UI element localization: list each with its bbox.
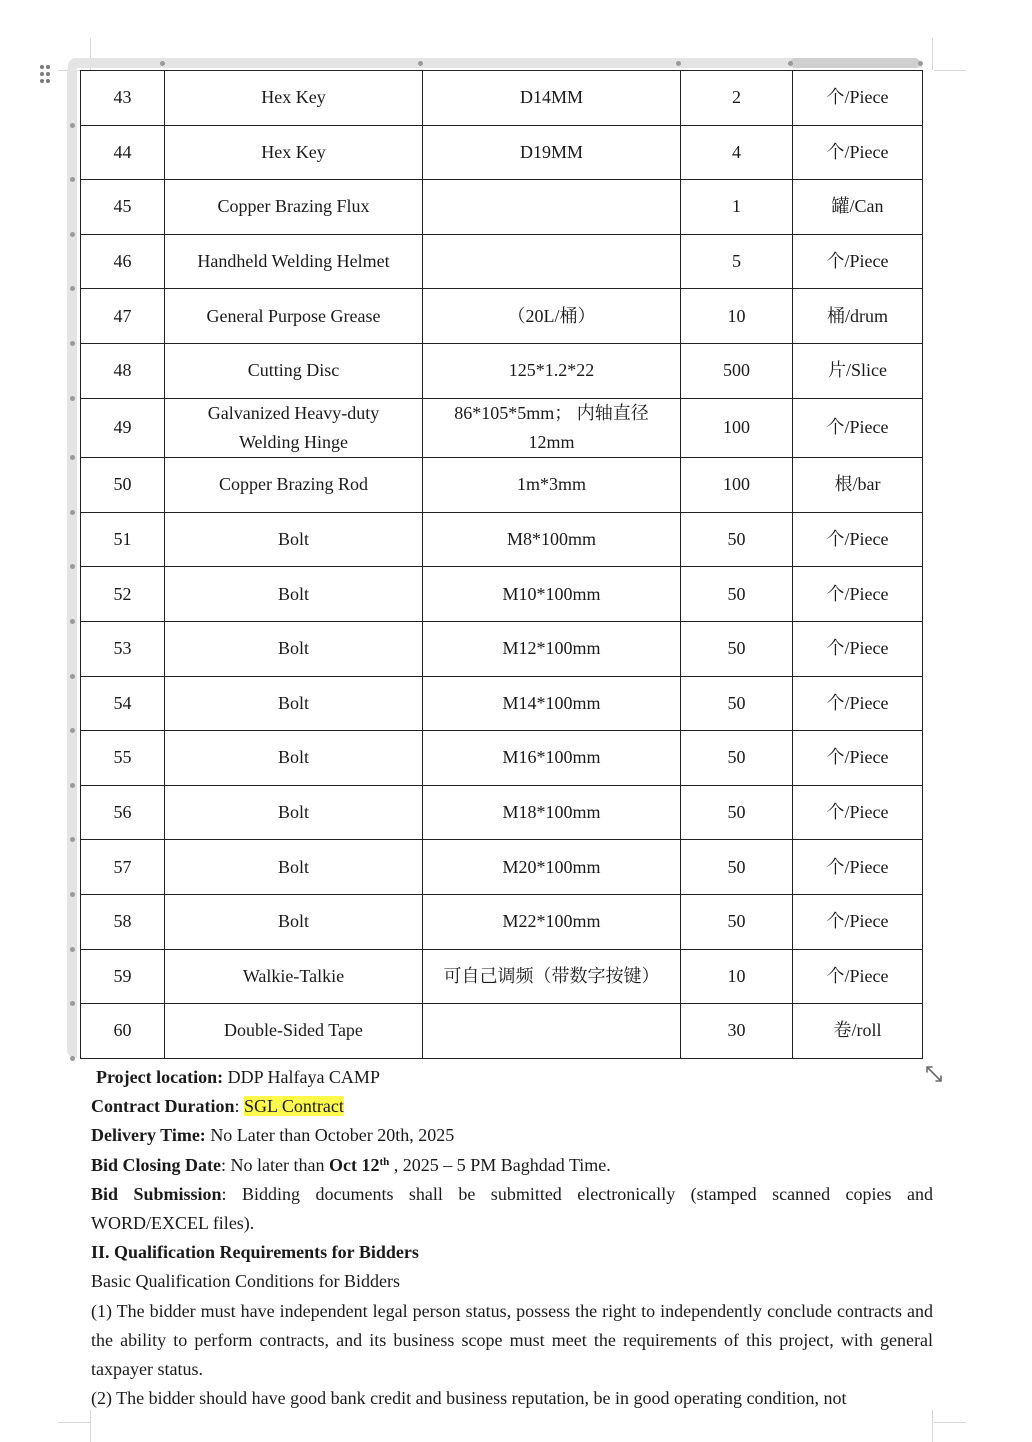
cell-number[interactable] [81,621,165,676]
cell-number-text: 43 [113,87,132,108]
cell-item-name-text: Handheld Welding Helmet [197,251,390,272]
cell-specification[interactable] [423,949,681,1004]
cell-item-name-text: Bolt [277,583,309,604]
delivery-time-line [91,1121,933,1150]
cell-unit-text: 罐/Can [831,196,884,217]
cell-unit-text: 个/Piece [826,87,889,108]
cell-item-name-text: Copper Brazing Rod [219,474,368,495]
cell-number[interactable] [81,343,165,398]
cell-quantity-text: 50 [727,583,746,604]
cell-quantity[interactable] [681,398,793,458]
table-row [81,567,923,622]
cell-unit-text: 个/Piece [826,802,889,823]
column-boundary-handle[interactable] [676,61,681,66]
cell-quantity[interactable] [681,289,793,344]
row-boundary-handle[interactable] [70,1056,75,1061]
table-row [81,125,923,180]
cell-quantity[interactable] [681,1004,793,1059]
cell-number-text: 44 [113,141,132,162]
cell-specification-text: M8*100mm [506,529,596,550]
cell-number-text: 51 [113,529,132,550]
cell-number[interactable] [81,676,165,731]
cell-specification[interactable] [423,894,681,949]
cell-number-text: 60 [113,1020,132,1041]
cell-specification-text: M12*100mm [502,638,601,659]
crop-mark-top-right [932,38,933,70]
cell-item-name-text: Bolt [277,911,309,932]
column-selection-highlight [790,58,920,68]
cell-quantity[interactable] [681,458,793,513]
cell-quantity[interactable] [681,676,793,731]
cell-number[interactable] [81,512,165,567]
cell-item-name-text: Bolt [277,692,309,713]
cell-number-text: 57 [113,856,132,877]
delivery-label: Delivery Time: [91,1125,206,1146]
cell-number-text: 46 [113,251,132,272]
table-row [81,676,923,731]
cell-quantity[interactable] [681,949,793,1004]
cell-unit[interactable] [793,71,923,126]
cell-item-name[interactable] [165,894,423,949]
cell-item-name-text: Double-Sided Tape [224,1020,363,1041]
cell-number[interactable] [81,125,165,180]
cell-number-text: 53 [113,638,132,659]
cell-quantity-text: 1 [732,196,741,217]
cell-quantity-text: 100 [723,417,750,438]
cell-unit-text: 个/Piece [826,529,889,550]
row-boundary-handle[interactable] [70,396,75,401]
cell-number[interactable] [81,180,165,235]
cell-quantity-text: 50 [727,911,746,932]
crop-mark-bottom-right [932,1410,933,1442]
cell-quantity[interactable] [681,840,793,895]
cell-quantity[interactable] [681,71,793,126]
closing-date: Oct 12 [329,1154,380,1175]
cell-item-name[interactable] [165,512,423,567]
cell-quantity-text: 500 [723,360,750,381]
cell-specification-text: 86*105*5mm； 内轴直径 [454,402,649,423]
section-subheading: Basic Qualification Conditions for Bidders [91,1271,400,1292]
cell-number-text: 49 [113,417,132,438]
cell-unit[interactable] [793,676,923,731]
cell-number[interactable] [81,234,165,289]
cell-quantity[interactable] [681,567,793,622]
cell-number[interactable] [81,398,165,458]
cell-specification-text: 1m*3mm [516,474,586,495]
row-boundary-handle[interactable] [70,232,75,237]
cell-number[interactable] [81,567,165,622]
section-heading-text: II. Qualification Requirements for Bidders [91,1242,419,1263]
cell-number[interactable] [81,785,165,840]
cell-quantity[interactable] [681,731,793,786]
cell-quantity-text: 50 [727,802,746,823]
cell-unit-text: 个/Piece [826,965,889,986]
cell-unit[interactable] [793,398,923,458]
section-heading [91,1238,933,1267]
cell-item-name-text: Hex Key [261,141,326,162]
cell-specification[interactable] [423,512,681,567]
cell-item-name-text: Bolt [277,747,309,768]
bid-submission-paragraph [91,1180,933,1238]
cell-item-name[interactable] [165,343,423,398]
cell-quantity[interactable] [681,785,793,840]
table-row [81,621,923,676]
cell-number[interactable] [81,949,165,1004]
table-column-bar[interactable] [68,58,922,68]
cell-unit-text: 个/Piece [826,251,889,272]
cell-specification-text: （20L/桶） [507,305,596,326]
cell-number-text: 56 [113,802,132,823]
cell-specification[interactable] [423,785,681,840]
cell-specification[interactable] [423,676,681,731]
cell-specification[interactable] [423,621,681,676]
cell-specification-text: M16*100mm [502,747,601,768]
cell-item-name-text: Cutting Disc [247,360,340,381]
cell-quantity-text: 30 [727,1020,746,1041]
cell-unit[interactable] [793,512,923,567]
closing-label: Bid Closing Date [91,1154,222,1175]
table-row [81,512,923,567]
table-row [81,180,923,235]
table-row [81,731,923,786]
column-boundary-handle[interactable] [160,61,165,66]
cell-item-name[interactable] [165,125,423,180]
table-row [81,894,923,949]
cell-quantity-text: 2 [732,87,741,108]
cell-unit-text: 卷/roll [833,1020,882,1041]
cell-quantity[interactable] [681,621,793,676]
cell-specification-text: M22*100mm [502,911,601,932]
cell-unit-text: 个/Piece [826,911,889,932]
cell-specification-text: M18*100mm [502,802,601,823]
cell-specification[interactable] [423,289,681,344]
cell-unit[interactable] [793,289,923,344]
table-drag-handle-icon[interactable] [38,64,52,84]
location-value: DDP Halfaya CAMP [223,1067,380,1087]
duration-value-highlighted: SGL Contract [244,1096,344,1117]
cell-number-text: 55 [113,747,132,768]
cell-unit[interactable] [793,567,923,622]
column-boundary-handle[interactable] [918,61,923,66]
cell-item-name[interactable] [165,840,423,895]
cell-item-name-text: Welding Hinge [238,431,349,452]
row-boundary-handle[interactable] [70,123,75,128]
row-boundary-handle[interactable] [70,783,75,788]
cell-specification-text: 12mm [528,431,575,452]
cell-unit-text: 片/Slice [828,360,887,381]
cell-number-text: 45 [113,196,132,217]
cell-specification[interactable] [423,840,681,895]
table-row [81,343,923,398]
cell-unit[interactable] [793,840,923,895]
cell-quantity-text: 50 [727,529,746,550]
table-row [81,1004,923,1059]
row-boundary-handle[interactable] [70,510,75,515]
column-boundary-handle[interactable] [418,61,423,66]
cell-unit[interactable] [793,343,923,398]
cell-unit[interactable] [793,1004,923,1059]
cell-number-text: 59 [113,965,132,986]
cell-number-text: 50 [113,474,132,495]
cell-unit-text: 根/bar [834,474,881,495]
requirement-item-1: (1) The bidder must have independent legal person status, possess the right to independently conclude contracts and the ability to perform contracts, and its business scope must meet the requirements of this project, with general taxpayer status. [91,1300,933,1380]
submission-label: Bid Submission [91,1183,222,1204]
column-boundary-handle[interactable] [788,61,793,66]
crop-mark-bottom-left-h [58,1422,90,1423]
contract-duration-line [91,1092,933,1121]
cell-unit-text: 个/Piece [826,747,889,768]
cell-number[interactable] [81,894,165,949]
cell-specification[interactable] [423,1004,681,1059]
cell-item-name-text: Bolt [277,802,309,823]
cell-item-name-text: Bolt [277,856,309,877]
row-boundary-handle[interactable] [70,341,75,346]
cell-unit-text: 个/Piece [826,638,889,659]
cell-quantity[interactable] [681,894,793,949]
cell-quantity[interactable] [681,234,793,289]
requirement-item-2: (2) The bidder should have good bank credit and business reputation, be in good operating condition, not [91,1388,847,1409]
cell-number-text: 58 [113,911,132,932]
cell-number-text: 47 [113,305,132,326]
cell-number[interactable] [81,289,165,344]
cell-specification[interactable] [423,234,681,289]
cell-item-name[interactable] [165,621,423,676]
cell-item-name[interactable] [165,71,423,126]
cell-item-name[interactable] [165,1004,423,1059]
bid-closing-line [91,1151,933,1180]
delivery-value: No Later than October 20th, 2025 [205,1125,455,1146]
table-row-bar[interactable] [67,64,77,1058]
cell-specification-text: 可自己调频（带数字按键） [443,965,660,986]
closing-date-suffix: th [379,1155,390,1168]
cell-number[interactable] [81,731,165,786]
row-boundary-handle[interactable] [70,674,75,679]
cell-quantity[interactable] [681,512,793,567]
cell-unit[interactable] [793,458,923,513]
cell-number-text: 54 [113,692,132,713]
cell-quantity-text: 50 [727,856,746,877]
cell-quantity[interactable] [681,343,793,398]
cell-unit-text: 个/Piece [826,692,889,713]
cell-item-name-text: Galvanized Heavy-duty [207,402,380,423]
items-table [80,70,923,1059]
project-location-line [91,1063,933,1092]
table-row [81,785,923,840]
cell-quantity-text: 10 [727,965,746,986]
cell-specification-text: 125*1.2*22 [508,360,595,381]
row-boundary-handle[interactable] [70,892,75,897]
cell-unit-text: 桶/drum [827,305,888,326]
cell-specification[interactable] [423,398,681,458]
cell-specification[interactable] [423,458,681,513]
cell-specification[interactable] [423,343,681,398]
cell-item-name[interactable] [165,949,423,1004]
cell-item-name-text: Bolt [277,529,309,550]
table-row [81,289,923,344]
cell-unit[interactable] [793,180,923,235]
cell-specification[interactable] [423,180,681,235]
cell-specification[interactable] [423,567,681,622]
cell-unit[interactable] [793,894,923,949]
location-label: Project location: [96,1067,224,1087]
cell-unit[interactable] [793,125,923,180]
table-row [81,458,923,513]
cell-unit-text: 个/Piece [826,856,889,877]
submission-value: : Bidding documents shall be submitted electronically (stamped scanned copies and WORD/EXCEL files). [91,1183,933,1234]
cell-specification[interactable] [423,125,681,180]
cell-item-name-text: General Purpose Grease [206,305,381,326]
cell-specification-text: M10*100mm [502,583,601,604]
cell-quantity-text: 100 [723,474,750,495]
cell-item-name[interactable] [165,731,423,786]
row-boundary-handle[interactable] [70,947,75,952]
document-body [91,1063,933,1413]
table-row [81,234,923,289]
crop-mark-bottom-right-h [934,1422,966,1423]
cell-quantity-text: 4 [732,141,741,162]
cell-unit-text: 个/Piece [826,141,889,162]
cell-specification-text: M20*100mm [502,856,601,877]
cell-unit[interactable] [793,949,923,1004]
table-row [81,949,923,1004]
cell-number[interactable] [81,458,165,513]
cell-item-name[interactable] [165,676,423,731]
cell-item-name[interactable] [165,398,423,458]
cell-unit[interactable] [793,731,923,786]
crop-mark-top-right-h [934,70,966,71]
cell-specification-text: D14MM [519,87,583,108]
cell-number[interactable] [81,1004,165,1059]
duration-separator: : [234,1096,244,1117]
duration-label: Contract Duration [91,1096,235,1117]
cell-unit[interactable] [793,785,923,840]
cell-quantity-text: 10 [727,305,746,326]
cell-item-name[interactable] [165,180,423,235]
cell-item-name[interactable] [165,234,423,289]
cell-item-name[interactable] [165,289,423,344]
cell-item-name-text: Hex Key [261,87,326,108]
cell-number[interactable] [81,71,165,126]
cell-item-name[interactable] [165,567,423,622]
cell-unit[interactable] [793,234,923,289]
cell-unit-text: 个/Piece [826,583,889,604]
cell-specification[interactable] [423,731,681,786]
cell-item-name-text: Bolt [277,638,309,659]
cell-quantity-text: 50 [727,692,746,713]
cell-quantity-text: 50 [727,747,746,768]
cell-item-name[interactable] [165,458,423,513]
cell-quantity[interactable] [681,180,793,235]
table-row [81,398,923,458]
cell-number[interactable] [81,840,165,895]
cell-quantity[interactable] [681,125,793,180]
cell-quantity-text: 50 [727,638,746,659]
cell-specification-text: D19MM [519,141,583,162]
cell-unit[interactable] [793,621,923,676]
cell-quantity-text: 5 [732,251,741,272]
cell-item-name-text: Walkie-Talkie [242,965,345,986]
closing-pre: : No later than [221,1154,329,1175]
cell-item-name-text: Copper Brazing Flux [217,196,370,217]
table-row [81,840,923,895]
cell-item-name[interactable] [165,785,423,840]
cell-specification-text: M14*100mm [502,692,601,713]
cell-unit-text: 个/Piece [826,417,889,438]
crop-mark-bottom-left [90,1410,91,1442]
cell-number-text: 48 [113,360,132,381]
closing-post: , 2025 – 5 PM Baghdad Time. [389,1154,611,1175]
table-row [81,71,923,126]
cell-number-text: 52 [113,583,132,604]
cell-specification[interactable] [423,71,681,126]
row-boundary-handle[interactable] [70,619,75,624]
